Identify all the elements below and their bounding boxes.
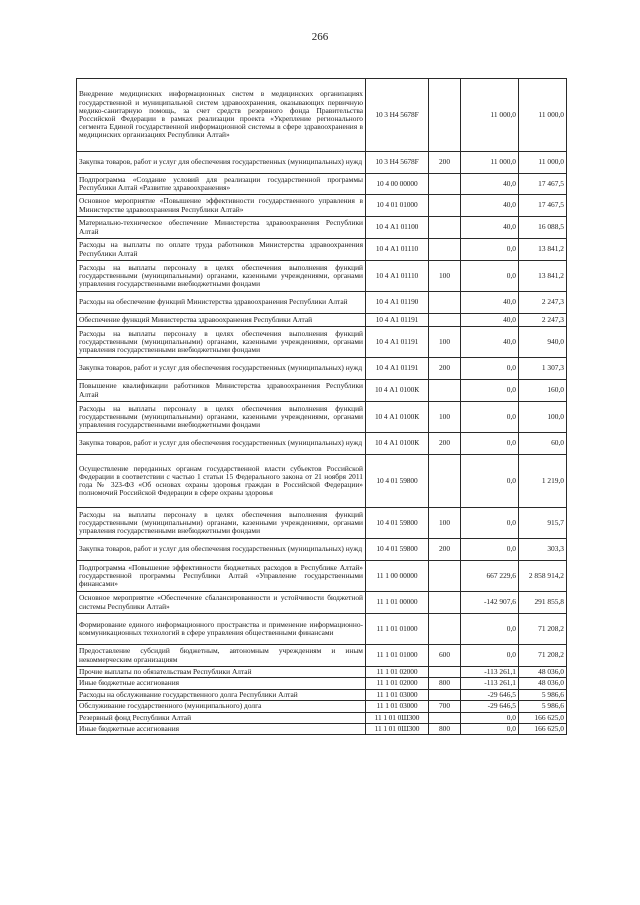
row-code: 10 4 А1 01191 <box>366 327 429 358</box>
table-row <box>77 667 567 678</box>
row-code: 11 1 00 00000 <box>366 561 429 592</box>
row-amount-change: 0,0 <box>461 455 519 508</box>
row-amount-change: 0,0 <box>461 645 519 667</box>
row-name: Подпрограмма «Повышение эффективности бюджетных расходов в Республике Алтай» государственной программы Республики Алтай «Управление государственными финансами» <box>77 561 366 592</box>
row-amount-total: 48 036,0 <box>519 667 567 678</box>
row-name: Основное мероприятие «Повышение эффективности государственного управления в Министерстве здравоохранения Республики Алтай» <box>77 195 366 217</box>
row-expense-type <box>429 217 461 239</box>
row-name: Резервный фонд Республики Алтай <box>77 713 366 724</box>
table-row <box>77 701 567 713</box>
row-amount-change: 667 229,6 <box>461 561 519 592</box>
budget-table <box>76 78 567 735</box>
row-code: 11 1 01 02000 <box>366 678 429 690</box>
row-code: 11 1 01 01000 <box>366 614 429 645</box>
row-code: 11 1 01 01000 <box>366 645 429 667</box>
row-name: Повышение квалификации работников Министерства здравоохранения Республики Алтай <box>77 380 366 402</box>
row-amount-change: 40,0 <box>461 195 519 217</box>
row-amount-change: 40,0 <box>461 292 519 314</box>
row-expense-type: 100 <box>429 402 461 433</box>
row-name: Обслуживание государственного (муниципального) долга <box>77 701 366 713</box>
table-row <box>77 217 567 239</box>
row-amount-change: 0,0 <box>461 261 519 292</box>
row-amount-total: 11 000,0 <box>519 152 567 174</box>
row-name: Расходы на обеспечение функций Министерства здравоохранения Республики Алтай <box>77 292 366 314</box>
table-row <box>77 380 567 402</box>
table-row <box>77 592 567 614</box>
table-row <box>77 713 567 724</box>
row-amount-change: 40,0 <box>461 174 519 195</box>
row-amount-total: 166 625,0 <box>519 724 567 735</box>
table-row <box>77 645 567 667</box>
row-name: Закупка товаров, работ и услуг для обеспечения государственных (муниципальных) нужд <box>77 152 366 174</box>
table-row <box>77 152 567 174</box>
row-name: Подпрограмма «Создание условий для реализации государственной программы Республики Алтай «Развитие здравоохранения» <box>77 174 366 195</box>
row-amount-change: 11 000,0 <box>461 79 519 152</box>
row-name: Расходы на выплаты персоналу в целях обеспечения выполнения функций государственными (муниципальными) органами, казенными учреждениями, органами управления государственными внебюджетными фондами <box>77 508 366 539</box>
row-expense-type: 100 <box>429 508 461 539</box>
row-amount-total: 2 858 914,2 <box>519 561 567 592</box>
row-expense-type: 200 <box>429 358 461 380</box>
row-amount-total: 1 219,0 <box>519 455 567 508</box>
row-amount-change: 0,0 <box>461 358 519 380</box>
row-name: Закупка товаров, работ и услуг для обеспечения государственных (муниципальных) нужд <box>77 433 366 455</box>
row-expense-type <box>429 292 461 314</box>
row-expense-type: 200 <box>429 152 461 174</box>
row-amount-total: 2 247,3 <box>519 314 567 327</box>
table-row <box>77 690 567 701</box>
row-code: 10 4 01 59800 <box>366 455 429 508</box>
table-row <box>77 724 567 735</box>
row-amount-total: 11 000,0 <box>519 79 567 152</box>
row-code: 10 4 01 59800 <box>366 539 429 561</box>
row-code: 10 4 А1 01191 <box>366 358 429 380</box>
table-row <box>77 614 567 645</box>
row-name: Закупка товаров, работ и услуг для обеспечения государственных (муниципальных) нужд <box>77 358 366 380</box>
table-row <box>77 433 567 455</box>
row-code: 11 1 01 0Ш300 <box>366 713 429 724</box>
row-expense-type <box>429 690 461 701</box>
table-row <box>77 174 567 195</box>
row-code: 10 4 А1 01110 <box>366 239 429 261</box>
row-amount-total: 100,0 <box>519 402 567 433</box>
row-amount-total: 1 307,3 <box>519 358 567 380</box>
row-code: 10 4 01 59800 <box>366 508 429 539</box>
row-amount-change: 0,0 <box>461 713 519 724</box>
row-expense-type <box>429 561 461 592</box>
row-expense-type <box>429 713 461 724</box>
row-amount-total: 60,0 <box>519 433 567 455</box>
row-amount-change: -113 261,1 <box>461 678 519 690</box>
row-amount-change: 40,0 <box>461 314 519 327</box>
row-expense-type: 100 <box>429 261 461 292</box>
row-name: Расходы на выплаты персоналу в целях обеспечения выполнения функций государственными (муниципальными) органами, казенными учреждениями, органами управления государственными внебюджетными фондами <box>77 261 366 292</box>
row-expense-type <box>429 314 461 327</box>
row-amount-total: 915,7 <box>519 508 567 539</box>
row-name: Иные бюджетные ассигнования <box>77 724 366 735</box>
row-code: 10 4 00 00000 <box>366 174 429 195</box>
row-amount-change: -29 646,5 <box>461 690 519 701</box>
row-amount-total: 166 625,0 <box>519 713 567 724</box>
table-row <box>77 239 567 261</box>
row-amount-total: 17 467,5 <box>519 174 567 195</box>
row-amount-total: 71 208,2 <box>519 645 567 667</box>
row-amount-total: 16 088,5 <box>519 217 567 239</box>
row-expense-type: 200 <box>429 539 461 561</box>
table-row <box>77 508 567 539</box>
row-amount-change: -113 261,1 <box>461 667 519 678</box>
row-name: Предоставление субсидий бюджетным, автономным учреждениям и иным некоммерческим организациям <box>77 645 366 667</box>
page-number: 266 <box>311 31 329 43</box>
row-expense-type <box>429 380 461 402</box>
row-expense-type <box>429 455 461 508</box>
row-amount-change: 0,0 <box>461 508 519 539</box>
row-amount-change: 0,0 <box>461 433 519 455</box>
row-amount-total: 303,3 <box>519 539 567 561</box>
budget-table-body <box>77 79 567 735</box>
row-code: 10 3 Н4 5678F <box>366 79 429 152</box>
row-name: Расходы на выплаты персоналу в целях обеспечения выполнения функций государственными (муниципальными) органами, казенными учреждениями, органами управления государственными внебюджетными фондами <box>77 402 366 433</box>
row-expense-type: 100 <box>429 327 461 358</box>
table-row <box>77 402 567 433</box>
row-expense-type: 200 <box>429 433 461 455</box>
row-expense-type: 800 <box>429 724 461 735</box>
row-name: Осуществление переданных органам государственной власти субъектов Российской Федерации в соответствии с частью 1 статьи 15 Федерального закона от 21 ноября 2011 года № 323-ФЗ «Об основах охраны здоровья граждан в Российской Федерации» полномочий Российской Федерации в сфере охраны здоровья <box>77 455 366 508</box>
row-code: 11 1 01 03000 <box>366 701 429 713</box>
row-amount-total: 160,0 <box>519 380 567 402</box>
row-amount-total: 48 036,0 <box>519 678 567 690</box>
table-row <box>77 292 567 314</box>
row-amount-change: -29 646,5 <box>461 701 519 713</box>
row-name: Расходы на выплаты по оплате труда работников Министерства здравоохранения Республики Алтай <box>77 239 366 261</box>
table-row <box>77 79 567 152</box>
table-row <box>77 358 567 380</box>
row-code: 10 3 Н4 5678F <box>366 152 429 174</box>
row-expense-type: 600 <box>429 645 461 667</box>
row-amount-total: 5 986,6 <box>519 701 567 713</box>
row-name: Расходы на обслуживание государственного долга Республики Алтай <box>77 690 366 701</box>
row-amount-change: 0,0 <box>461 724 519 735</box>
table-row <box>77 455 567 508</box>
row-expense-type <box>429 239 461 261</box>
row-expense-type <box>429 592 461 614</box>
row-code: 10 4 А1 01110 <box>366 261 429 292</box>
row-amount-change: 0,0 <box>461 614 519 645</box>
row-name: Прочие выплаты по обязательствам Республики Алтай <box>77 667 366 678</box>
row-expense-type <box>429 614 461 645</box>
row-amount-change: 0,0 <box>461 539 519 561</box>
row-expense-type <box>429 79 461 152</box>
row-amount-total: 940,0 <box>519 327 567 358</box>
row-amount-total: 13 841,2 <box>519 239 567 261</box>
row-code: 10 4 А1 01190 <box>366 292 429 314</box>
row-expense-type <box>429 195 461 217</box>
row-code: 11 1 01 0Ш300 <box>366 724 429 735</box>
table-row <box>77 327 567 358</box>
table-row <box>77 261 567 292</box>
row-amount-total: 2 247,3 <box>519 292 567 314</box>
row-expense-type <box>429 174 461 195</box>
row-name: Расходы на выплаты персоналу в целях обеспечения выполнения функций государственными (муниципальными) органами, казенными учреждениями, органами управления государственными внебюджетными фондами <box>77 327 366 358</box>
row-expense-type: 800 <box>429 678 461 690</box>
row-name: Обеспечение функций Министерства здравоохранения Республики Алтай <box>77 314 366 327</box>
row-name: Материально-техническое обеспечение Министерства здравоохранения Республики Алтай <box>77 217 366 239</box>
row-code: 10 4 А1 0100К <box>366 380 429 402</box>
table-row <box>77 539 567 561</box>
row-code: 10 4 А1 0100К <box>366 402 429 433</box>
table-row <box>77 678 567 690</box>
row-amount-total: 5 986,6 <box>519 690 567 701</box>
row-code: 11 1 01 02000 <box>366 667 429 678</box>
table-row <box>77 314 567 327</box>
row-code: 10 4 01 01000 <box>366 195 429 217</box>
row-amount-total: 17 467,5 <box>519 195 567 217</box>
row-name: Закупка товаров, работ и услуг для обеспечения государственных (муниципальных) нужд <box>77 539 366 561</box>
row-amount-change: 0,0 <box>461 239 519 261</box>
row-expense-type <box>429 667 461 678</box>
row-amount-change: 0,0 <box>461 402 519 433</box>
row-amount-change: 0,0 <box>461 380 519 402</box>
row-amount-total: 71 208,2 <box>519 614 567 645</box>
row-amount-change: 40,0 <box>461 327 519 358</box>
row-code: 11 1 01 03000 <box>366 690 429 701</box>
table-row <box>77 561 567 592</box>
row-expense-type: 700 <box>429 701 461 713</box>
row-code: 10 4 А1 01191 <box>366 314 429 327</box>
row-amount-total: 13 841,2 <box>519 261 567 292</box>
row-name: Иные бюджетные ассигнования <box>77 678 366 690</box>
row-amount-change: 40,0 <box>461 217 519 239</box>
row-name: Формирование единого информационного пространства и применение информационно-коммуникационных технологий в сфере управления общественными финансами <box>77 614 366 645</box>
row-code: 10 4 А1 01100 <box>366 217 429 239</box>
row-amount-change: -142 907,6 <box>461 592 519 614</box>
table-row <box>77 195 567 217</box>
row-amount-change: 11 000,0 <box>461 152 519 174</box>
row-code: 10 4 А1 0100К <box>366 433 429 455</box>
row-amount-total: 291 855,8 <box>519 592 567 614</box>
row-code: 11 1 01 00000 <box>366 592 429 614</box>
row-name: Основное мероприятие «Обеспечение сбалансированности и устойчивости бюджетной системы Республики Алтай» <box>77 592 366 614</box>
row-name: Внедрение медицинских информационных систем в медицинских организациях государственной и муниципальной систем здравоохранения, оказывающих первичную медико-санитарную помощь, за счет средств резервного фонда Правительства Российской Федерации в рамках реализации проекта «Укрепление регионального сегмента Единой государственной информационной системы в сфере здравоохранения в медицинских организациях Республики Алтай» <box>77 79 366 152</box>
